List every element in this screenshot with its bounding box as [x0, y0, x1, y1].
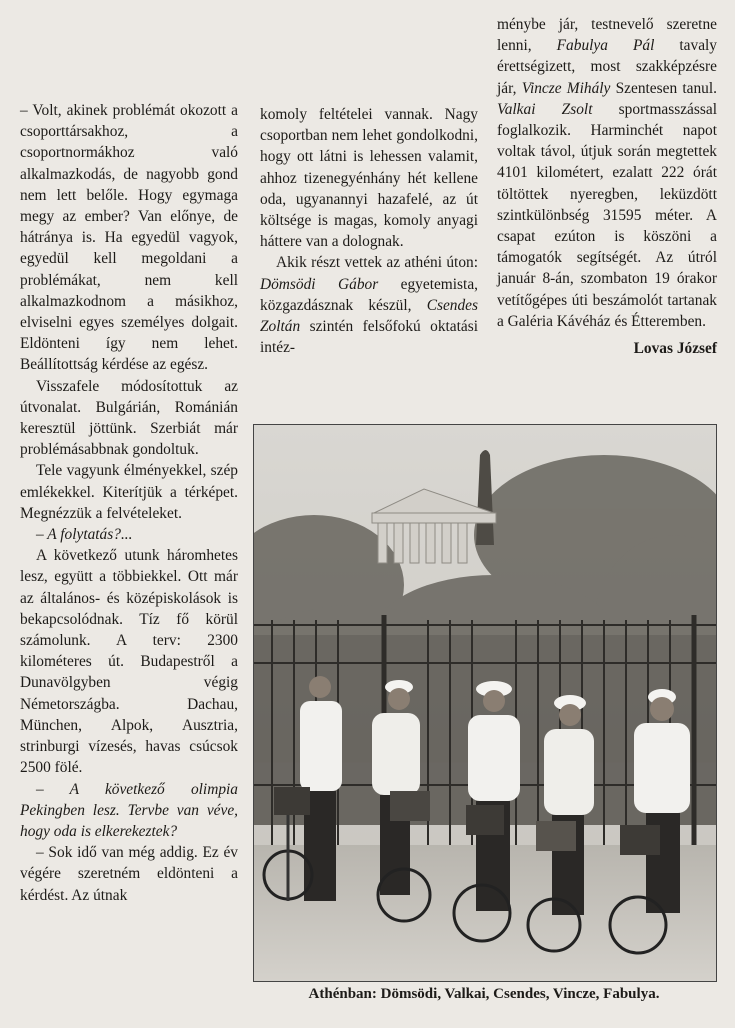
text-run: tavaly érettségizett, most szakképzésre jár, [497, 37, 717, 97]
paragraph [260, 252, 478, 358]
text-run: szintén felsőfokú oktatási intéz- [260, 318, 478, 357]
paragraph: – Volt, akinek problémát okozott a csoporttársakhoz, a csoportnormákhoz való alkalmazkodás, de nagyobb gond nem lett belőle. Hogy egymaga megy az ember? Van előnye, de hátránya is. Ha egyedül vagyok, egyedül kell megoldani a problémákat, nem kell alkalmazkodnom a másikhoz, elviselni egyes személyes dolgait. Eldönteni így nem lehet. Beállítottság kérdése az egész. [20, 102, 238, 374]
photo-caption: Athénban: Dömsödi, Valkai, Csendes, Vincze, Fabulya. [308, 986, 660, 1002]
article-column-1 [20, 100, 238, 906]
text-run: egyetemista, közgazdásznak készül, [260, 275, 479, 314]
text-run: ménybe jár, testnevelő szeretne lenni, [497, 16, 717, 55]
text-run: sportmasszással foglalkozik. Harminchét napot voltak távol, útjuk során megtettek 4101 kilométert, ezalatt 222 órát töltöttek nyeregben, leküzdött szintkülönbség 31595 méter. A csapat ezúton is köszöni a támogatók segítségét. Az útról január 8-án, szombaton 19 órakor vetítőgépes úti beszámolót tartanak a Galéria Kávéház és Étteremben. [497, 100, 717, 330]
photo-illustration [254, 425, 716, 981]
person-name: Fabulya Pál [556, 37, 655, 55]
article-column-3 [497, 14, 717, 359]
person-name: Vincze Mihály [521, 79, 611, 97]
question [20, 779, 238, 843]
paragraph: Tele vagyunk élményekkel, szép emlékekkel. Kiterítjük a térképet. Megnézzük a felvételeket. [20, 462, 238, 522]
text-run: Akik részt vettek az athéni úton: [276, 254, 478, 272]
question-text: – A folytatás?... [36, 526, 133, 544]
text-run: Szentesen tanul. [610, 79, 717, 97]
question [20, 524, 238, 545]
paragraph [497, 14, 717, 332]
author-signature: Lovas József [633, 340, 717, 358]
paragraph: A következő utunk háromhetes lesz, együtt a többiekkel. Ott már az általános- és középiskolások is bekapcsolódnak. Tíz fő körül számolunk. A terv: 2300 kilométeres út. Budapestről a Dunavölgyben végig Németországba. Dachau, München, Alpok, Ausztria, strinburgi vízesés, havas csúcsok 2500 fölé. [20, 547, 238, 777]
person-name: Dömsödi Gábor [260, 275, 379, 293]
paragraph: komoly feltételei vannak. Nagy csoportban nem lehet gondolkodni, hogy ott látni is lehessen valamit, ahhoz tizenegyénhány hét kellene oda, ugyanannyi hazafelé, az út költsége is magas, komoly anyagi háttere van a dolognak. [260, 106, 478, 251]
person-name: Csendes Zoltán [260, 296, 478, 336]
person-name: Valkai Zsolt [497, 100, 593, 118]
paragraph: – Sok idő van még addig. Ez év végére szeretném eldönteni a kérdést. Az útnak [20, 844, 238, 904]
paragraph: Visszafele módosítottuk az útvonalat. Bulgárián, Románián keresztül jöttünk. Szerbiát már problémásabbnak gondoltuk. [20, 377, 238, 459]
question-text: – A következő olimpia Pekingben lesz. Tervbe van véve, hogy oda is elkerekeztek? [20, 780, 238, 840]
group-photo [253, 424, 717, 982]
article-column-2 [260, 104, 478, 358]
